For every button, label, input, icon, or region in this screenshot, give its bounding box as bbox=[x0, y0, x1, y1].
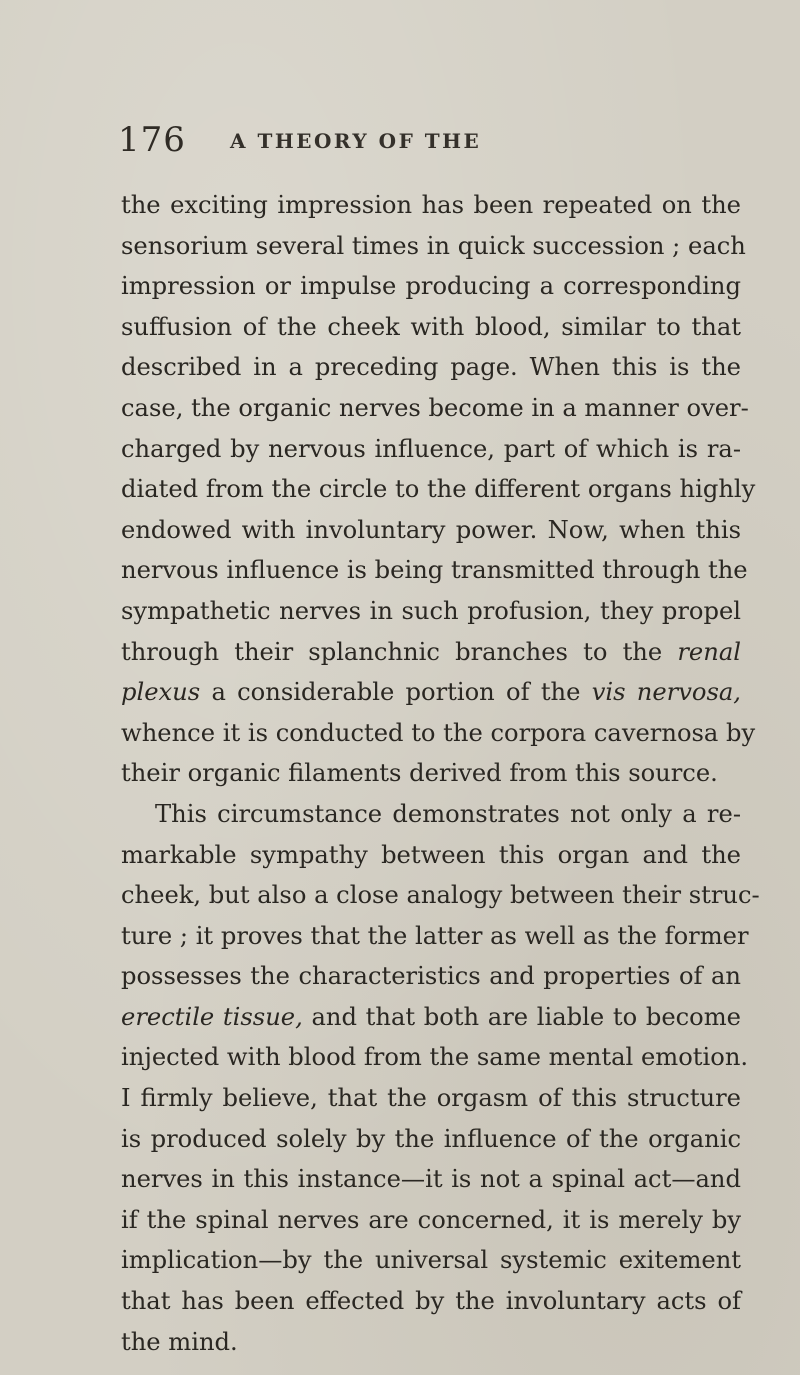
text-line bbox=[121, 875, 760, 916]
italic-text: plexus bbox=[121, 678, 201, 707]
text-line bbox=[121, 307, 741, 348]
body-text bbox=[121, 185, 760, 1362]
text-segment: and that both are liable to become bbox=[302, 1002, 741, 1031]
text-line bbox=[121, 185, 741, 226]
text-segment: nervous influence is being transmitted through the bbox=[121, 556, 748, 585]
text-line bbox=[121, 1200, 741, 1241]
text-segment: endowed with involuntary power. Now, when this bbox=[121, 515, 741, 544]
text-segment: injected with blood from the same mental emotion. bbox=[121, 1043, 749, 1072]
text-line bbox=[121, 632, 741, 673]
italic-text: renal bbox=[677, 637, 741, 666]
text-segment: sympathetic nerves in such profusion, they propel bbox=[121, 596, 741, 625]
text-segment: markable sympathy between this organ and the bbox=[121, 840, 741, 869]
text-line bbox=[121, 1078, 741, 1119]
text-line bbox=[121, 510, 741, 551]
text-segment: possesses the characteristics and properties of an bbox=[121, 962, 741, 991]
text-line bbox=[121, 550, 748, 591]
text-segment: sensorium several times in quick succession ; each bbox=[121, 231, 746, 260]
text-segment: cheek, but also a close analogy between their struc- bbox=[121, 881, 760, 910]
text-line bbox=[121, 916, 749, 957]
italic-text: erectile tissue, bbox=[121, 1002, 303, 1031]
text-segment: a considerable portion of the bbox=[200, 678, 592, 707]
text-line bbox=[121, 672, 741, 713]
text-segment: the exciting impression has been repeated on the bbox=[121, 191, 741, 219]
text-line bbox=[121, 388, 749, 429]
text-segment: charged by nervous influence, part of which is ra- bbox=[121, 434, 741, 463]
page-number: 176 bbox=[118, 120, 186, 160]
text-segment: suffusion of the cheek with blood, similar to that bbox=[121, 312, 741, 341]
text-line bbox=[121, 1322, 741, 1363]
text-segment: described in a preceding page. When this is the bbox=[121, 353, 741, 382]
text-line bbox=[121, 794, 741, 835]
text-segment: that has been effected by the involuntary acts of bbox=[121, 1287, 741, 1316]
text-line bbox=[121, 1037, 749, 1078]
text-segment: impression or impulse producing a corresponding bbox=[121, 272, 741, 301]
text-line bbox=[121, 266, 741, 307]
text-segment: if the spinal nerves are concerned, it is merely by bbox=[121, 1205, 741, 1234]
text-line bbox=[121, 1240, 741, 1281]
text-line bbox=[121, 347, 741, 388]
text-line bbox=[121, 753, 741, 794]
text-segment: their organic filaments derived from this source. bbox=[121, 759, 718, 788]
text-line bbox=[121, 835, 741, 876]
text-line bbox=[121, 956, 741, 997]
text-line bbox=[121, 1281, 741, 1322]
text-segment: diated from the circle to the different organs highly bbox=[121, 475, 756, 504]
text-line bbox=[121, 1159, 741, 1200]
text-segment: nerves in this instance—it is not a spinal act—and bbox=[121, 1165, 741, 1194]
text-line bbox=[121, 1119, 741, 1160]
text-line bbox=[121, 997, 741, 1038]
text-segment: through their splanchnic branches to the bbox=[121, 637, 678, 666]
italic-text: vis nervosa, bbox=[591, 678, 741, 707]
text-segment: case, the organic nerves become in a manner over- bbox=[121, 393, 749, 422]
text-segment: the mind. bbox=[121, 1327, 238, 1356]
text-line bbox=[121, 226, 746, 267]
text-segment: implication—by the universal systemic exitement bbox=[121, 1246, 741, 1275]
text-line bbox=[121, 713, 756, 754]
text-line bbox=[121, 429, 741, 470]
text-segment: ture ; it proves that the latter as well as the former bbox=[121, 921, 749, 950]
running-title: A THEORY OF THE bbox=[230, 129, 482, 153]
text-segment: This circumstance demonstrates not only a re- bbox=[155, 799, 741, 828]
text-segment: whence it is conducted to the corpora cavernosa by bbox=[121, 718, 756, 747]
text-segment: is produced solely by the influence of the organic bbox=[121, 1124, 741, 1153]
text-line bbox=[121, 469, 756, 510]
text-segment: I firmly believe, that the orgasm of this structure bbox=[121, 1084, 741, 1113]
running-head bbox=[118, 118, 758, 162]
text-line bbox=[121, 591, 741, 632]
